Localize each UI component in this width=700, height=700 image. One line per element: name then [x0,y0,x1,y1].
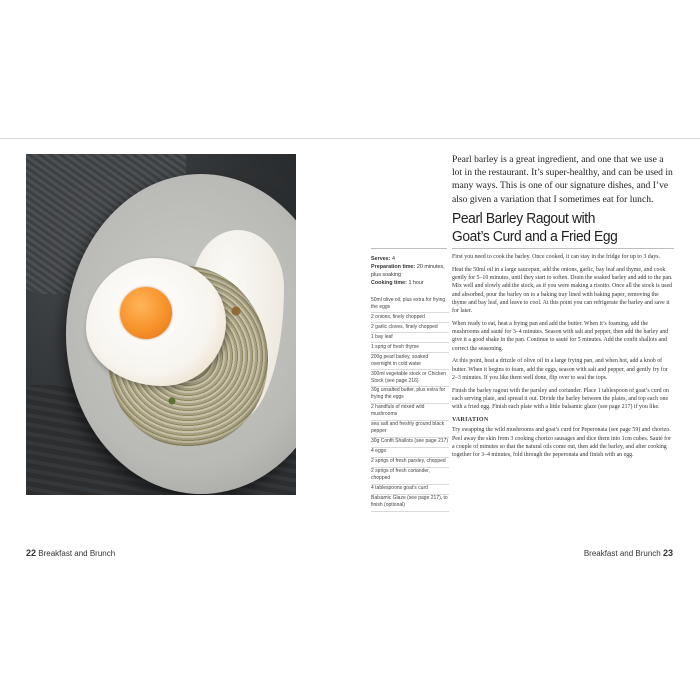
right-page-section: Breakfast and Brunch [583,549,661,558]
variation-heading: VARIATION [452,417,489,423]
cook-time-row [371,280,449,287]
ingredient-item: Balsamic Glaze (see page 217), to finish (optional) [371,495,449,512]
left-page-footer [26,548,115,558]
ingredient-item: 1 sprig of fresh thyme [371,343,449,353]
ingredient-item: 1 bay leaf [371,333,449,343]
recipe-title [452,210,656,246]
recipe-title-line-1: Pearl Barley Ragout with [452,210,596,227]
ingredient-item: 300ml vegetable stock or Chicken Stock (see page 216) [371,370,449,387]
variation-text: Try swapping the wild mushrooms and goat’s curd for Peperonata (see page 59) and chorizo. Peel away the skin from 3 cooking chorizo sausages and dice them into 1cm cubes. Sauté for a couple of minutes so that the natural oils come out, then add the barley, and after cooking together for 3–4 minutes, fold through the peperonata and finish with an egg. [452,427,672,459]
method-step: When ready to eat, heat a frying pan and add the butter. When it’s foaming, add the mushrooms and sauté for 3–4 minutes. Season with salt and pepper, then add the barley and give it a good shake in the pan. Continue to sauté for 5 minutes. Add the confit shallots and correct the seasoning. [452,320,669,352]
sidebar-rule [371,248,447,249]
ingredient-item: 2 sprigs of fresh coriander, chopped [371,468,449,485]
recipe-intro: Pearl barley is a great ingredient, and one that we use a lot in the restaurant. It’s super-healthy, and can be used in many ways. This is one of our signature dishes, and I’ve also given a variation that I sometimes eat for lunch. [452,154,673,205]
ingredients-list [371,296,449,512]
cook-time-value: 1 hour [408,279,424,286]
ingredient-item: 2 handfuls of mixed wild mushrooms [371,404,449,421]
right-page-number: 23 [662,548,673,558]
left-page-section: Breakfast and Brunch [38,549,116,558]
ingredient-item: 50ml olive oil, plus extra for frying the eggs [371,296,449,313]
title-rule [452,248,674,249]
ingredient-item: 4 tablespoons goat’s curd [371,485,449,495]
serves-value: 4 [391,256,395,262]
recipe-title-line-2: Goat’s Curd and a Fried Egg [452,228,618,245]
photo-egg-yolk [120,287,172,339]
ingredient-item: 4 eggs [371,448,449,458]
recipe-meta [371,256,449,288]
ingredient-item: 200g pearl barley, soaked overnight in cold water [371,353,449,370]
serves-row [371,256,449,263]
ingredient-item: 30g Confit Shallots (see page 217) [371,438,449,448]
ingredient-item: 2 garlic cloves, finely chopped [371,323,449,333]
ingredient-item: 2 onions, finely chopped [371,313,449,323]
method-step: First you need to cook the barley. Once cooked, it can stay in the fridge for up to 3 days. [452,254,661,260]
serves-label: Serves: [371,256,391,262]
prep-time-row [371,264,449,279]
left-page-number: 22 [26,548,37,558]
method-step: Heat the 50ml oil in a large saucepan, add the onions, garlic, bay leaf and thyme, and cook gently for 5–10 minutes, until they start to soften. Drain the soaked barley and add to the pan. Mix well and slowly add the stock, as if you were making a risotto. Once all the stock is used and absorbed, pour the barley on to a baking tray lined with baking paper, removing the thyme and bay leaf, and leave to cool. At this point you can refrigerate the barley and save it for later. [452,266,673,315]
prep-time-label: Preparation time: [371,264,416,271]
page-top-rule [0,138,700,139]
method-step: At this point, heat a drizzle of olive oil in a large frying pan, and when hot, add a knob of butter. When it begins to foam, add the eggs, season with salt and pepper, and gently fry for 2–3 minutes. If you like them well done, flip over to seal the tops. [452,358,668,382]
prep-time-value: 20 minutes, plus soaking [371,264,445,278]
right-page-footer [584,548,673,558]
ingredient-item: 30g unsalted butter, plus extra for frying the eggs [371,387,449,404]
recipe-method [452,253,674,464]
cook-time-label: Cooking time: [371,279,407,286]
ingredient-item: 2 sprigs of fresh parsley, chopped [371,458,449,468]
ingredient-item: sea salt and freshly ground black pepper [371,421,449,438]
recipe-photo [26,154,296,495]
method-step: Finish the barley ragout with the parsley and coriander. Place 1 tablespoon of goat’s curd on each serving plate, and spread it out. Divide the barley between the plates, and top each one with a fried egg. Finish each plate with a little balsamic glaze (see page 217) if you like. [452,387,669,411]
